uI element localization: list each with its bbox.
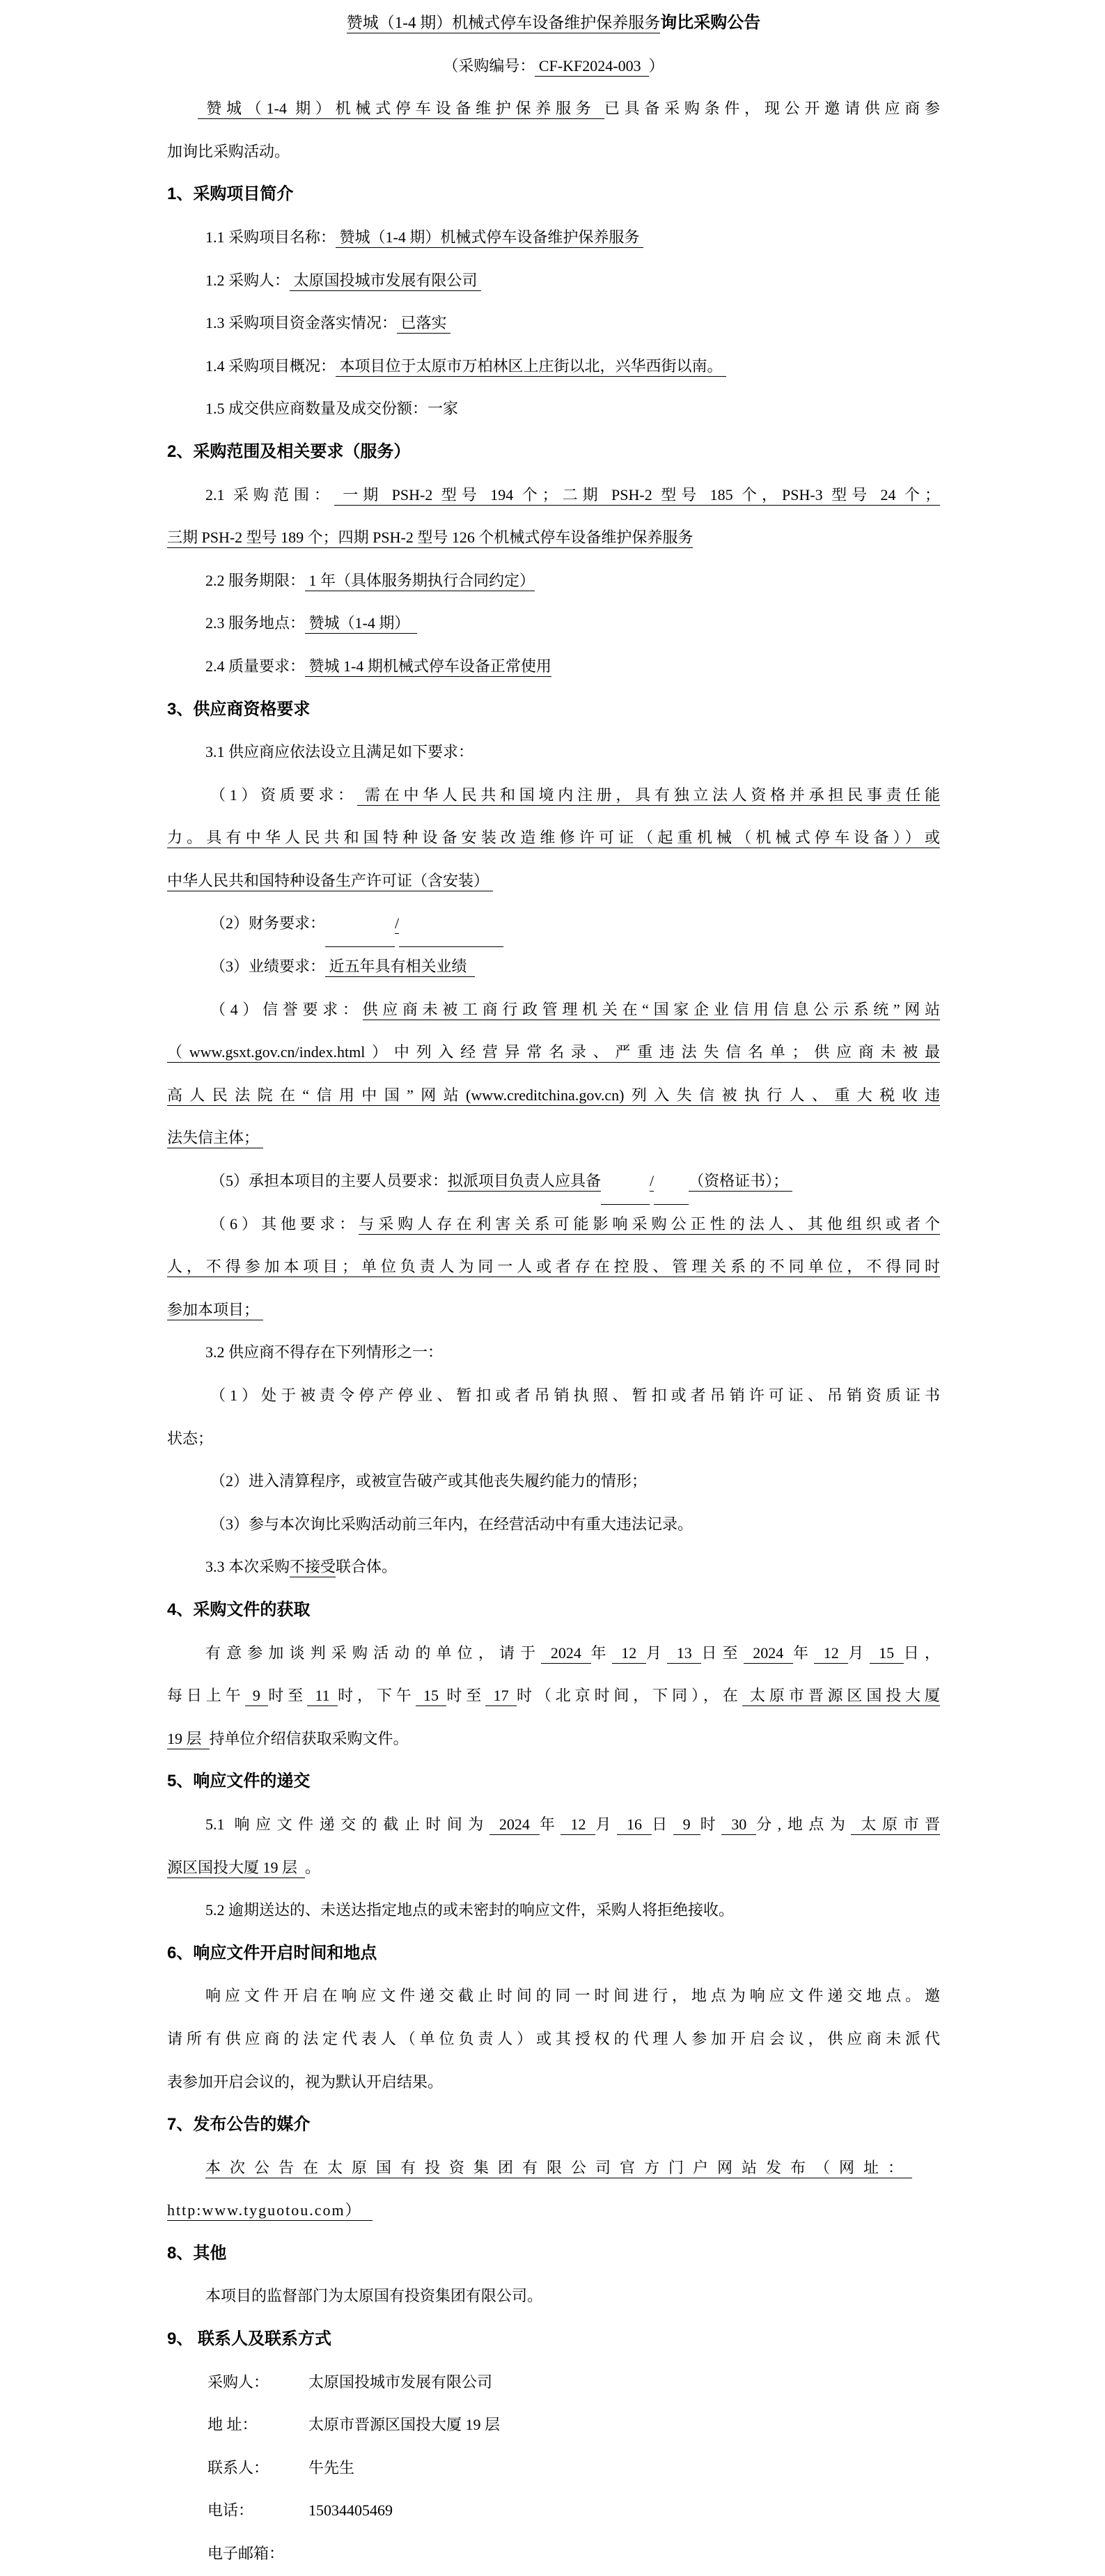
text-run: 采购人： [207, 2373, 269, 2391]
section-5-heading [167, 1760, 940, 1803]
text-run: 太原市晋源区国投大厦 [742, 1687, 940, 1706]
document-page [167, 0, 940, 2575]
text-run: / [650, 1172, 654, 1192]
text-run: 高人民法院在“信用中国”网站(www.creditchina.gov.cn)列入失信被执行人、重大税收违 [167, 1086, 940, 1106]
blank-underline [325, 902, 395, 947]
text-run: http:www.tyguotou.com） [167, 2201, 373, 2221]
text-run: 电子邮箱： [207, 2545, 285, 2563]
item-2-1-line-2 [167, 516, 940, 559]
doc-title [167, 1, 940, 45]
section-4-heading [167, 1588, 940, 1632]
text-run: 时，下午 [338, 1687, 416, 1705]
contact-phone [167, 2489, 940, 2532]
text-run: 太原国投城市发展有限公司 [290, 272, 481, 291]
blank-underline [601, 1160, 650, 1205]
item-3-3 [167, 1545, 940, 1588]
text-run: 本次公告在太原国有投资集团有限公司官方门户网站发布（网址： [205, 2159, 912, 2178]
qual-req-line-3 [167, 859, 940, 903]
text-run: 15 [870, 1644, 904, 1664]
other-req-line-1 [167, 1203, 940, 1246]
text-run: 已落实 [397, 314, 450, 334]
text-run: 日 [652, 1815, 673, 1833]
text-run: 请所有供应商的法定代表人（单位负责人）或其授权的代理人参加开启会议，供应商未派代 [167, 2029, 940, 2047]
text-run: 5、响应文件的递交 [167, 1772, 311, 1791]
text-run: 中华人民共和国特种设备生产许可证（含安装） [167, 872, 493, 891]
text-run: 1.1 采购项目名称： [205, 228, 336, 246]
contact-person [167, 2446, 940, 2490]
media-line-1 [167, 2146, 940, 2189]
contact-email [167, 2532, 940, 2575]
text-run: 联系人： [207, 2458, 269, 2476]
text-run: 日至 [701, 1644, 744, 1662]
text-run: 持单位介绍信获取采购文件。 [209, 1729, 409, 1747]
intro-line-1 [167, 87, 940, 130]
text-run: （4）信誉要求： [210, 1000, 363, 1018]
text-run: 8、其他 [167, 2243, 227, 2263]
credit-req-line-3 [167, 1074, 940, 1117]
text-run: 赞城 1-4 期机械式停车设备正常使用 [305, 657, 551, 677]
blank-underline [399, 902, 503, 947]
section-9-heading [167, 2318, 940, 2361]
text-run: 1.3 采购项目资金落实情况： [205, 314, 398, 332]
text-run: 30 [721, 1816, 756, 1835]
procurement-number [167, 45, 940, 88]
text-run: 年 [590, 1644, 612, 1662]
text-run: / [395, 914, 399, 934]
text-run: 1 年（具体服务期执行合同约定） [305, 572, 535, 591]
cond-1-line-2 [167, 1417, 940, 1460]
text-run: 赞城（1-4 期）机械式停车设备维护保养服务 [347, 14, 660, 33]
text-run: 每日上午 [167, 1687, 245, 1705]
text-run: 12 [612, 1644, 646, 1664]
text-run: 表参加开启会议的，视为默认开启结果。 [167, 2072, 444, 2091]
text-run: 地 址： [207, 2416, 258, 2434]
cond-3 [167, 1503, 940, 1546]
credit-req-line-2 [167, 1031, 940, 1074]
text-run: 供应商未被工商行政管理机关在“国家企业信用信息公示系统”网站 [363, 1001, 940, 1020]
text-run: （2）进入清算程序，或被宣告破产或其他丧失履约能力的情形； [210, 1472, 648, 1490]
text-run: 13 [667, 1644, 701, 1664]
text-run: （1）处于被责令停产停业、暂扣或者吊销执照、暂扣或者吊销许可证、吊销资质证书 [210, 1387, 940, 1404]
text-run: 3.2 供应商不得存在下列情形之一： [205, 1343, 444, 1361]
text-run: 赞城（1-4 期）机械式停车设备维护保养服务 [336, 228, 643, 248]
other-req-line-3 [167, 1288, 940, 1332]
item-5-2 [167, 1889, 940, 1932]
text-run: 参加本项目； [167, 1301, 263, 1320]
text-run: 加询比采购活动。 [167, 142, 290, 160]
text-run: 19 层 [167, 1730, 210, 1749]
opening-line-2 [167, 2017, 940, 2061]
text-run: CF-KF2024-003 [535, 57, 648, 77]
text-run: （5）承担本项目的主要人员要求： [210, 1172, 448, 1190]
text-run: 3.3 本次采购 [205, 1558, 290, 1576]
text-run: （资格证书）； [689, 1172, 792, 1192]
cond-1-line-1 [167, 1374, 940, 1417]
text-run: （采购编号： [443, 56, 535, 75]
text-run: 7、发布公告的媒介 [167, 2115, 311, 2134]
text-run: 9 [245, 1687, 269, 1706]
text-run: 时（北京时间，下同），在 [516, 1687, 742, 1705]
fin-req [167, 902, 940, 945]
doc-obtain-line-3 [167, 1717, 940, 1761]
qual-req-line-2 [167, 816, 940, 859]
text-run: 不接受 [290, 1558, 336, 1577]
text-run: 时至 [268, 1687, 308, 1705]
item-2-4 [167, 645, 940, 688]
doc-obtain-line-1 [167, 1632, 940, 1675]
text-run: 2.4 质量要求： [205, 657, 306, 675]
item-1-4 [167, 345, 940, 388]
text-run: 响应文件开启在响应文件递交截止时间的同一时间进行，地点为响应文件递交地点。邀 [205, 1987, 940, 2005]
opening-line-1 [167, 1974, 940, 2017]
item-1-2 [167, 259, 940, 302]
item-1-5 [167, 387, 940, 430]
doc-obtain-line-2 [167, 1674, 940, 1717]
text-run: 11 [307, 1687, 338, 1706]
text-run: 询比采购公告 [660, 13, 761, 32]
text-run: 与采购人存在利害关系可能影响采购公正性的法人、其他组织或者个 [359, 1215, 940, 1235]
text-run: （3）业绩要求： [210, 958, 326, 976]
text-run: 9、 联系人及联系方式 [167, 2329, 332, 2349]
text-run: 3.1 供应商应依法设立且满足如下要求： [205, 743, 474, 761]
personnel-req [167, 1160, 940, 1203]
text-run: 2024 [541, 1644, 590, 1664]
text-run: 9 [673, 1816, 700, 1835]
text-run: 日， [903, 1644, 940, 1662]
section-7-heading [167, 2103, 940, 2146]
text-run: ） [648, 56, 664, 75]
intro-line-2 [167, 130, 940, 173]
text-run: 1.4 采购项目概况： [205, 357, 336, 375]
text-run: 赞城（1-4 期） [305, 614, 417, 634]
text-run: 4、采购文件的获取 [167, 1600, 311, 1619]
text-run: 1.2 采购人： [205, 271, 290, 289]
text-run: （3）参与本次询比采购活动前三年内，在经营活动中有重大违法记录。 [210, 1515, 693, 1533]
contact-purchaser [167, 2361, 940, 2404]
text-run: 16 [617, 1816, 652, 1835]
text-run: 牛先生 [308, 2458, 355, 2476]
text-run: 本项目的监督部门为太原国有投资集团有限公司。 [205, 2287, 543, 2305]
text-run: 12 [814, 1644, 848, 1664]
item-2-2 [167, 559, 940, 602]
text-run: 5.2 逾期送达的、未送达指定地点的或未密封的响应文件，采购人将拒绝接收。 [205, 1901, 735, 1919]
text-run: 2024 [744, 1644, 793, 1664]
text-run: 赞城（1-4 期）机械式停车设备维护保养服务 [198, 100, 604, 119]
text-run: 6、响应文件开启时间和地点 [167, 1943, 377, 1962]
text-run: 已具备采购条件，现公开邀请供应商参 [604, 100, 940, 118]
item-2-3 [167, 602, 940, 645]
text-run: 。 [305, 1858, 321, 1876]
text-run: 力。具有中华人民共和国特种设备安装改造维修许可证（起重机械（机械式停车设备））或 [167, 829, 940, 848]
text-run: 有意参加谈判采购活动的单位，请于 [205, 1644, 542, 1662]
text-run: （6）其他要求： [210, 1215, 359, 1233]
section-6-heading [167, 1932, 940, 1975]
text-run: 3、供应商资格要求 [167, 699, 311, 719]
text-run: 太原国投城市发展有限公司 [308, 2373, 493, 2391]
text-run: 2024 [489, 1816, 540, 1835]
text-run: 1、采购项目简介 [167, 185, 294, 204]
section-8-heading [167, 2232, 940, 2275]
text-run: （www.gsxt.gov.cn/index.html）中列入经营异常名录、严重违法失信名单；供应商未被最 [167, 1043, 940, 1063]
section-3-heading [167, 688, 940, 731]
credit-req-line-4 [167, 1116, 940, 1160]
text-run: 年 [539, 1815, 561, 1833]
item-1-3 [167, 302, 940, 345]
text-run: 17 [485, 1687, 517, 1706]
text-run: 分,地点为 [756, 1815, 852, 1833]
text-run: 人，不得参加本项目；单位负责人为同一人或者存在控股、管理关系的不同单位，不得同时 [167, 1258, 940, 1277]
other-req-line-2 [167, 1245, 940, 1288]
text-run: （2）财务要求： [210, 914, 326, 932]
item-5-1-line-1 [167, 1803, 940, 1846]
text-run: 2.3 服务地点： [205, 614, 306, 632]
text-run: 太原市晋源区国投大厦 19 层 [308, 2416, 501, 2434]
text-run: 1.5 成交供应商数量及成交份额：一家 [205, 400, 459, 418]
text-run: 时 [700, 1815, 722, 1833]
contact-address [167, 2403, 940, 2446]
text-run: 5.1 响应文件递交的截止时间为 [205, 1815, 489, 1833]
opening-line-3 [167, 2061, 940, 2104]
text-run: 12 [561, 1816, 595, 1835]
text-run: 三期 PSH-2 型号 189 个；四期 PSH-2 型号 126 个机械式停车设备维护保养服务 [167, 529, 693, 548]
text-run: 太原市晋 [851, 1816, 940, 1835]
item-3-2 [167, 1331, 940, 1374]
text-run: 电话： [207, 2501, 254, 2520]
item-5-1-line-2 [167, 1846, 940, 1889]
perf-req [167, 945, 940, 988]
text-run: 法失信主体； [167, 1129, 263, 1148]
text-run: 15 [416, 1687, 447, 1706]
text-run: 一期 PSH-2 型号 194 个；二期 PSH-2 型号 185 个，PSH-3 型号 24 个； [334, 486, 940, 506]
text-run: 状态； [167, 1429, 214, 1447]
qual-req-line-1 [167, 774, 940, 817]
text-run: 15034405469 [308, 2501, 393, 2520]
text-run: 月 [595, 1815, 618, 1833]
text-run: 需在中华人民共和国境内注册，具有独立法人资格并承担民事责任能 [357, 786, 940, 806]
cond-2 [167, 1460, 940, 1503]
text-run: 2、采购范围及相关要求（服务） [167, 442, 411, 461]
section-2-heading [167, 430, 940, 474]
item-2-1-line-1 [167, 474, 940, 517]
media-line-2 [167, 2189, 940, 2232]
blank-underline [654, 1160, 689, 1205]
text-run: 拟派项目负责人应具备 [448, 1172, 601, 1192]
text-run: 近五年具有相关业绩 [325, 958, 475, 977]
credit-req-line-1 [167, 988, 940, 1031]
item-1-1 [167, 216, 940, 259]
text-run: 联合体。 [336, 1558, 398, 1576]
text-run: 2.2 服务期限： [205, 571, 306, 589]
text-run: 月 [645, 1644, 668, 1662]
section-1-heading [167, 173, 940, 216]
text-run: 时至 [446, 1687, 486, 1705]
text-run: 2.1 采购范围： [205, 485, 334, 504]
text-run: （1）资质要求： [210, 786, 357, 804]
text-run: 本项目位于太原市万柏林区上庄街以北，兴华西街以南。 [336, 357, 726, 377]
text-run: 年 [792, 1644, 815, 1662]
supervision-line [167, 2274, 940, 2318]
text-run: 月 [848, 1644, 870, 1662]
item-3-1 [167, 731, 940, 774]
text-run: 源区国投大厦 19 层 [167, 1859, 305, 1878]
